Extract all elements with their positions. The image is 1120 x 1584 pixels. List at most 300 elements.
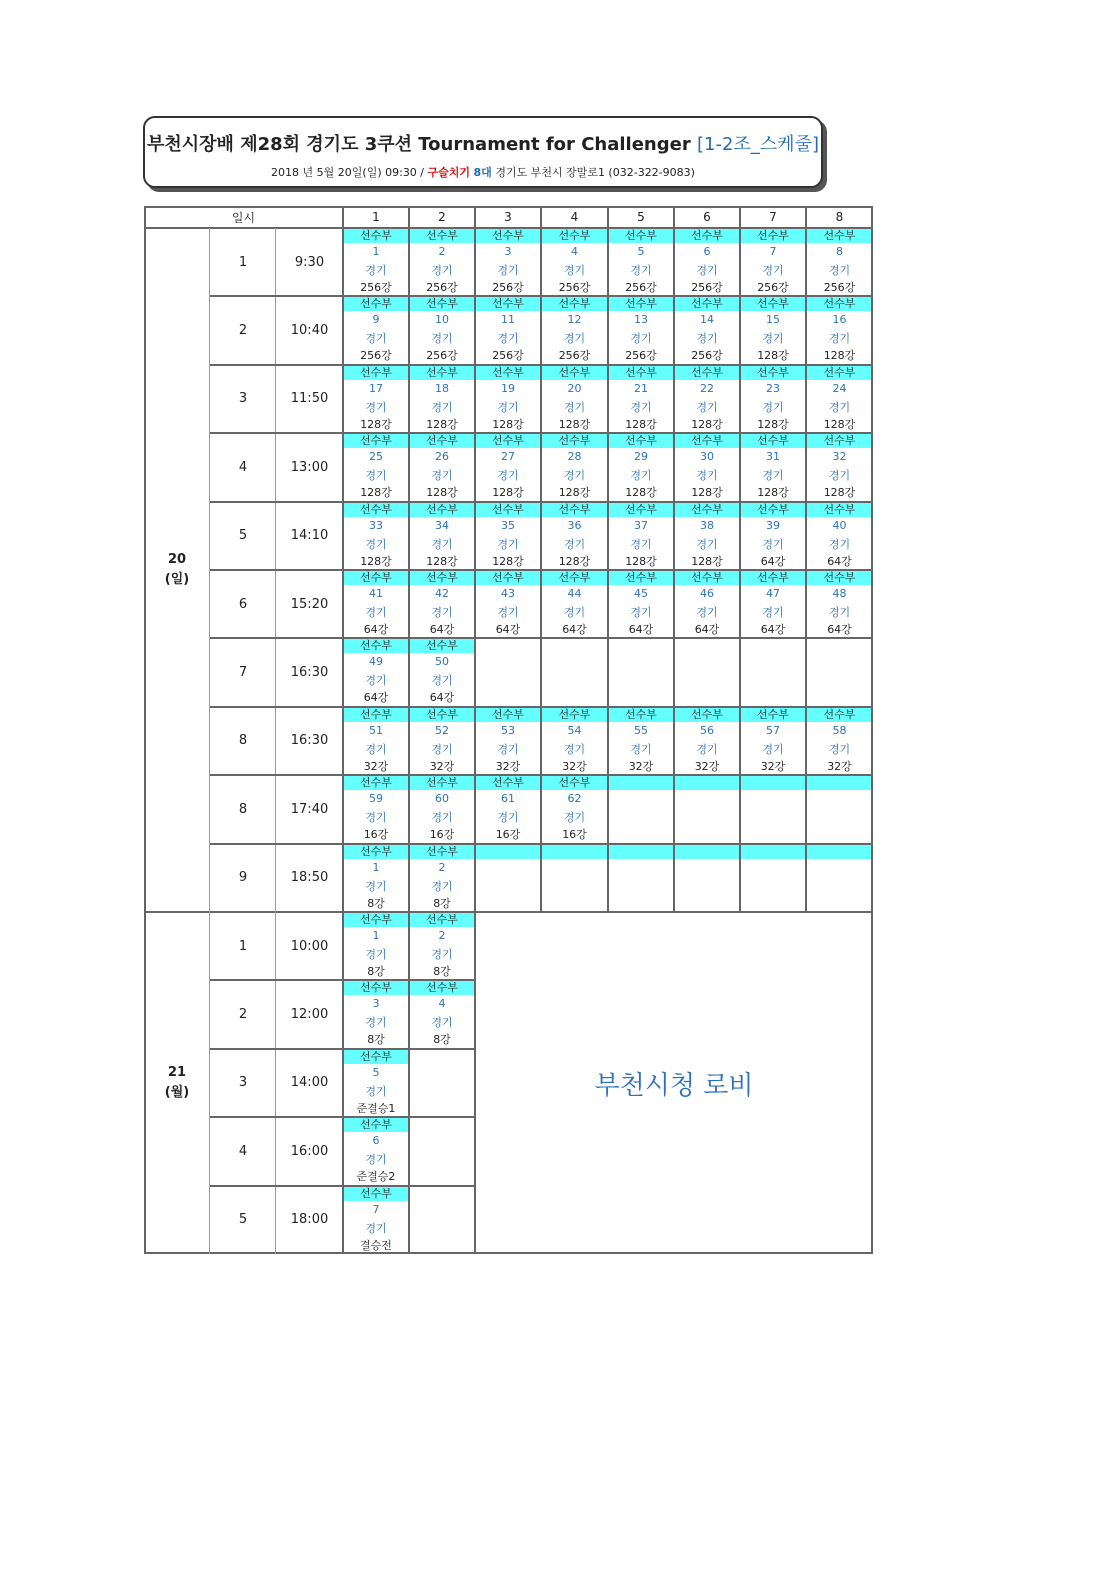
round-time: 14:10 xyxy=(290,528,329,544)
match-label: 경기 xyxy=(365,469,387,483)
match-label: 경기 xyxy=(630,469,652,483)
empty-match-cell xyxy=(806,844,873,912)
schedule-subtitle xyxy=(145,164,821,180)
match-stage: 128강 xyxy=(492,417,524,431)
match-number: 7 xyxy=(372,1202,380,1216)
round-time: 16:30 xyxy=(290,733,329,749)
match-label: 경기 xyxy=(497,332,519,346)
match-label: 경기 xyxy=(630,332,652,346)
match-label: 경기 xyxy=(696,469,718,483)
division-band: 선수부 xyxy=(409,502,475,517)
match-cell xyxy=(608,433,674,501)
empty-division-band xyxy=(475,844,541,859)
round-time-cell xyxy=(276,844,343,912)
division-band: 선수부 xyxy=(475,296,541,311)
round-time-cell xyxy=(276,1117,343,1185)
match-cell xyxy=(608,707,674,775)
match-number: 60 xyxy=(435,792,449,806)
match-stage: 256강 xyxy=(360,281,392,294)
match-label: 경기 xyxy=(762,606,784,619)
match-stage: 8강 xyxy=(433,896,451,910)
match-cell xyxy=(343,980,409,1048)
match-cell xyxy=(674,707,740,775)
match-label: 경기 xyxy=(762,400,784,414)
match-stage: 128강 xyxy=(492,486,524,500)
match-label: 경기 xyxy=(497,537,519,551)
match-cell xyxy=(806,570,873,638)
grid-line xyxy=(210,501,873,503)
match-cell xyxy=(806,502,873,570)
match-stage: 32강 xyxy=(363,759,389,773)
division-band: 선수부 xyxy=(343,912,409,927)
match-cell xyxy=(608,502,674,570)
match-cell xyxy=(409,433,475,501)
empty-match-cell xyxy=(740,844,806,912)
division-band: 선수부 xyxy=(409,844,475,859)
division-band: 선수부 xyxy=(343,980,409,995)
match-cell xyxy=(740,707,806,775)
match-cell xyxy=(608,365,674,433)
division-band: 선수부 xyxy=(343,433,409,448)
match-cell xyxy=(343,433,409,501)
empty-match-cell xyxy=(608,844,674,912)
match-number: 1 xyxy=(372,929,380,942)
match-cell xyxy=(475,707,541,775)
match-cell xyxy=(541,502,608,570)
match-cell xyxy=(343,570,409,638)
division-band: 선수부 xyxy=(674,570,740,585)
match-stage: 128강 xyxy=(625,417,657,431)
round-time: 15:20 xyxy=(290,596,329,612)
table-number-header xyxy=(740,206,806,228)
day-cell xyxy=(144,912,210,1254)
match-label: 경기 xyxy=(762,469,784,483)
division-band: 선수부 xyxy=(608,502,674,517)
title-main: 부천시장배 제28회 경기도 3쿠션 Tournament for Challenger xyxy=(147,134,691,155)
empty-match-cell xyxy=(541,844,608,912)
round-time: 10:40 xyxy=(290,323,329,339)
match-cell xyxy=(740,433,806,501)
table-number-header xyxy=(674,206,740,228)
round-number: 5 xyxy=(238,1212,248,1228)
match-stage: 128강 xyxy=(757,349,789,363)
match-cell xyxy=(475,296,541,364)
match-number: 53 xyxy=(501,723,515,737)
match-cell xyxy=(343,844,409,912)
match-number: 44 xyxy=(567,587,582,600)
match-cell xyxy=(343,365,409,433)
table-count: 8대 xyxy=(473,166,492,179)
match-number: 7 xyxy=(769,245,777,258)
division-band: 선수부 xyxy=(740,228,806,243)
match-number: 13 xyxy=(634,313,648,327)
match-label: 경기 xyxy=(762,264,784,277)
match-cell xyxy=(409,228,475,296)
match-label: 경기 xyxy=(365,879,387,893)
match-stage: 256강 xyxy=(823,281,856,294)
round-number: 4 xyxy=(238,1143,248,1159)
match-stage: 256강 xyxy=(558,281,591,294)
table-number: 8 xyxy=(835,210,844,224)
match-stage: 8강 xyxy=(367,965,385,978)
round-number-cell xyxy=(210,775,276,843)
division-band: 선수부 xyxy=(608,707,674,722)
match-number: 57 xyxy=(766,723,780,737)
grid-line xyxy=(275,228,276,1254)
match-cell xyxy=(541,775,608,843)
match-number: 43 xyxy=(501,587,515,600)
match-cell xyxy=(806,228,873,296)
match-cell xyxy=(740,228,806,296)
match-number: 39 xyxy=(766,518,780,532)
table-number: 5 xyxy=(637,210,645,224)
match-label: 경기 xyxy=(431,606,453,619)
grid-line xyxy=(540,206,542,912)
match-cell xyxy=(541,570,608,638)
empty-division-band xyxy=(740,844,806,859)
round-number: 4 xyxy=(238,459,248,475)
match-cell xyxy=(674,228,740,296)
match-stage: 128강 xyxy=(757,417,789,431)
match-number: 26 xyxy=(435,450,449,464)
division-band: 선수부 xyxy=(674,433,740,448)
match-stage: 128강 xyxy=(360,554,392,568)
round-number: 3 xyxy=(238,391,248,407)
division-band: 선수부 xyxy=(343,365,409,380)
match-label: 경기 xyxy=(563,332,586,346)
round-time-cell xyxy=(276,296,343,364)
match-label: 경기 xyxy=(365,400,387,414)
match-stage: 결승전 xyxy=(360,1238,392,1252)
match-stage: 256강 xyxy=(757,281,789,294)
match-cell xyxy=(343,775,409,843)
match-label: 경기 xyxy=(828,332,851,346)
round-number-cell xyxy=(210,570,276,638)
round-number: 7 xyxy=(238,665,248,681)
match-label: 경기 xyxy=(431,879,453,893)
match-stage: 8강 xyxy=(367,896,385,910)
round-time-cell xyxy=(276,638,343,706)
match-number: 54 xyxy=(567,723,582,737)
table-number-header xyxy=(608,206,674,228)
round-number-cell xyxy=(210,638,276,706)
match-cell xyxy=(343,638,409,706)
match-number: 6 xyxy=(372,1134,380,1148)
division-band: 선수부 xyxy=(740,296,806,311)
event-date: 2018 년 5월 20일(일) 09:30 / xyxy=(271,166,425,179)
table-number: 6 xyxy=(703,210,711,224)
match-cell xyxy=(674,570,740,638)
match-stage: 64강 xyxy=(429,623,455,636)
match-number: 2 xyxy=(438,929,446,942)
match-stage: 64강 xyxy=(562,623,587,636)
division-band: 선수부 xyxy=(409,638,475,653)
day-cell xyxy=(144,228,210,912)
match-label: 경기 xyxy=(696,332,718,346)
match-number: 2 xyxy=(438,245,446,258)
match-label: 경기 xyxy=(365,537,387,551)
round-time-cell xyxy=(276,365,343,433)
match-label: 경기 xyxy=(365,1016,387,1030)
match-label: 경기 xyxy=(563,264,586,277)
match-label: 경기 xyxy=(696,742,718,756)
match-label: 경기 xyxy=(365,1084,387,1098)
match-number: 55 xyxy=(634,723,648,737)
match-label: 경기 xyxy=(431,742,453,756)
match-number: 56 xyxy=(700,723,714,737)
match-number: 15 xyxy=(766,313,780,327)
division-band: 선수부 xyxy=(740,433,806,448)
division-band: 선수부 xyxy=(674,365,740,380)
match-label: 경기 xyxy=(497,742,519,756)
match-label: 경기 xyxy=(365,742,387,756)
match-stage: 32강 xyxy=(429,759,455,773)
division-band: 선수부 xyxy=(409,365,475,380)
match-cell xyxy=(409,775,475,843)
grid-line xyxy=(210,295,873,297)
match-cell xyxy=(541,296,608,364)
grid-line xyxy=(673,206,675,912)
match-stage: 64강 xyxy=(760,623,786,636)
division-band: 선수부 xyxy=(409,228,475,243)
match-number: 58 xyxy=(832,723,847,737)
division-band: 선수부 xyxy=(343,228,409,243)
table-number: 4 xyxy=(570,210,579,224)
round-time: 13:00 xyxy=(290,459,329,475)
division-band: 선수부 xyxy=(674,296,740,311)
round-time-cell xyxy=(276,980,343,1048)
match-label: 경기 xyxy=(497,606,519,619)
empty-division-band xyxy=(541,844,608,859)
match-cell xyxy=(409,502,475,570)
division-band: 선수부 xyxy=(608,433,674,448)
division-band: 선수부 xyxy=(740,365,806,380)
division-band: 선수부 xyxy=(806,296,873,311)
match-stage: 64강 xyxy=(827,623,852,636)
table-number-header xyxy=(409,206,475,228)
match-stage: 128강 xyxy=(492,554,524,568)
grid-line xyxy=(210,1048,475,1050)
table-number-header xyxy=(541,206,608,228)
title-group-label: [1-2조_스케줄] xyxy=(696,134,819,155)
round-time-cell xyxy=(276,1186,343,1254)
match-cell xyxy=(409,980,475,1048)
division-band: 선수부 xyxy=(608,570,674,585)
round-number-cell xyxy=(210,844,276,912)
match-label: 경기 xyxy=(762,537,784,551)
round-number-cell xyxy=(210,1049,276,1117)
match-stage: 32강 xyxy=(628,759,654,773)
round-number: 8 xyxy=(238,801,248,817)
match-stage: 16강 xyxy=(429,828,455,842)
match-stage: 256강 xyxy=(691,281,723,294)
match-label: 경기 xyxy=(431,469,453,483)
match-number: 46 xyxy=(700,587,714,600)
match-stage: 64강 xyxy=(363,691,389,705)
match-number: 35 xyxy=(501,518,515,532)
day-weekday: (월) xyxy=(164,1085,190,1100)
match-cell xyxy=(674,296,740,364)
match-number: 23 xyxy=(766,381,780,395)
match-label: 경기 xyxy=(497,469,519,483)
division-band: 선수부 xyxy=(541,433,608,448)
empty-division-band xyxy=(608,775,674,790)
match-stage: 256강 xyxy=(492,349,524,363)
grid-line xyxy=(144,206,146,1254)
match-stage: 256강 xyxy=(691,349,723,363)
match-stage: 16강 xyxy=(562,828,587,842)
match-number: 61 xyxy=(501,792,515,806)
division-band: 선수부 xyxy=(343,296,409,311)
grid-line xyxy=(210,706,873,708)
match-stage: 32강 xyxy=(562,759,587,773)
day-number: 20 xyxy=(167,552,187,567)
round-time: 10:00 xyxy=(290,938,329,954)
round-number: 3 xyxy=(238,1075,248,1091)
empty-match-cell xyxy=(608,775,674,843)
match-stage: 128강 xyxy=(691,417,723,431)
grid-line xyxy=(144,227,873,229)
match-number: 47 xyxy=(766,587,780,600)
match-cell xyxy=(343,912,409,980)
division-band: 선수부 xyxy=(343,570,409,585)
match-number: 62 xyxy=(567,792,582,806)
round-time: 11:50 xyxy=(290,391,329,407)
match-number: 45 xyxy=(634,587,648,600)
match-number: 37 xyxy=(634,518,648,532)
match-cell xyxy=(674,365,740,433)
division-band: 선수부 xyxy=(409,980,475,995)
match-number: 14 xyxy=(700,313,714,327)
match-cell xyxy=(409,638,475,706)
round-number-cell xyxy=(210,912,276,980)
division-band: 선수부 xyxy=(740,502,806,517)
match-number: 10 xyxy=(435,313,449,327)
match-cell xyxy=(740,502,806,570)
division-band: 선수부 xyxy=(541,296,608,311)
division-band: 선수부 xyxy=(409,570,475,585)
division-band: 선수부 xyxy=(409,433,475,448)
round-number: 9 xyxy=(238,870,248,886)
match-number: 28 xyxy=(567,450,582,464)
match-cell xyxy=(475,570,541,638)
round-time-cell xyxy=(276,707,343,775)
match-number: 36 xyxy=(567,518,582,532)
match-cell xyxy=(806,707,873,775)
match-cell xyxy=(343,707,409,775)
round-number: 1 xyxy=(238,254,248,270)
division-band: 선수부 xyxy=(806,570,873,585)
match-label: 경기 xyxy=(696,606,718,619)
venue-address: 경기도 부천시 장말로1 (032-322-9083) xyxy=(495,166,695,179)
empty-match-cell xyxy=(806,775,873,843)
match-label: 경기 xyxy=(630,264,652,277)
match-number: 48 xyxy=(832,587,847,600)
match-label: 경기 xyxy=(828,742,851,756)
match-cell xyxy=(806,433,873,501)
date-header-label: 일시 xyxy=(231,210,256,225)
match-stage: 64강 xyxy=(694,623,720,636)
grid-line xyxy=(805,206,807,912)
match-label: 경기 xyxy=(563,742,586,756)
division-band: 선수부 xyxy=(740,707,806,722)
match-number: 4 xyxy=(438,997,446,1011)
division-band: 선수부 xyxy=(475,707,541,722)
division-band: 선수부 xyxy=(475,433,541,448)
match-stage: 128강 xyxy=(558,417,591,431)
empty-division-band xyxy=(674,844,740,859)
match-number: 42 xyxy=(435,587,449,600)
division-band: 선수부 xyxy=(409,296,475,311)
match-stage: 준결승1 xyxy=(356,1101,396,1115)
match-number: 8 xyxy=(836,245,843,258)
grid-line xyxy=(210,774,873,776)
lobby-text: 부천시청 로비 xyxy=(594,1070,754,1101)
empty-division-band xyxy=(806,844,873,859)
round-time: 9:30 xyxy=(294,254,325,270)
division-band: 선수부 xyxy=(608,296,674,311)
division-band: 선수부 xyxy=(806,228,873,243)
round-time-cell xyxy=(276,775,343,843)
division-band: 선수부 xyxy=(475,570,541,585)
venue-name: 구슬치기 xyxy=(427,166,471,179)
match-cell xyxy=(674,502,740,570)
match-label: 경기 xyxy=(365,674,387,688)
match-label: 경기 xyxy=(365,1221,387,1235)
match-stage: 256강 xyxy=(426,281,458,294)
round-time-cell xyxy=(276,912,343,980)
match-number: 19 xyxy=(501,381,515,395)
match-stage: 8강 xyxy=(433,1033,451,1047)
match-number: 31 xyxy=(766,450,780,464)
round-time-cell xyxy=(276,433,343,501)
match-label: 경기 xyxy=(365,948,387,961)
match-number: 3 xyxy=(504,245,512,258)
empty-division-band xyxy=(740,775,806,790)
round-time: 16:00 xyxy=(290,1143,329,1159)
table-number-header xyxy=(343,206,409,228)
division-band: 선수부 xyxy=(343,1186,409,1201)
round-time-cell xyxy=(276,228,343,296)
division-band: 선수부 xyxy=(674,502,740,517)
schedule-table xyxy=(144,206,873,1252)
match-label: 경기 xyxy=(365,811,387,825)
match-stage: 128강 xyxy=(823,486,856,500)
match-stage: 32강 xyxy=(495,759,521,773)
schedule-header xyxy=(143,116,823,188)
match-number: 50 xyxy=(435,655,449,669)
match-label: 경기 xyxy=(431,674,453,688)
round-time-cell xyxy=(276,1049,343,1117)
grid-line xyxy=(144,206,873,208)
match-label: 경기 xyxy=(630,742,652,756)
match-stage: 64강 xyxy=(827,554,852,568)
round-time: 12:00 xyxy=(290,1007,329,1023)
division-band: 선수부 xyxy=(343,502,409,517)
match-stage: 256강 xyxy=(558,349,591,363)
round-number-cell xyxy=(210,228,276,296)
match-number: 16 xyxy=(832,313,847,327)
division-band: 선수부 xyxy=(806,707,873,722)
round-number-cell xyxy=(210,502,276,570)
match-number: 22 xyxy=(700,381,714,395)
empty-division-band xyxy=(806,775,873,790)
match-number: 38 xyxy=(700,518,714,532)
match-stage: 256강 xyxy=(360,349,392,363)
round-number-cell xyxy=(210,1117,276,1185)
match-number: 49 xyxy=(369,655,383,669)
empty-division-band xyxy=(674,775,740,790)
